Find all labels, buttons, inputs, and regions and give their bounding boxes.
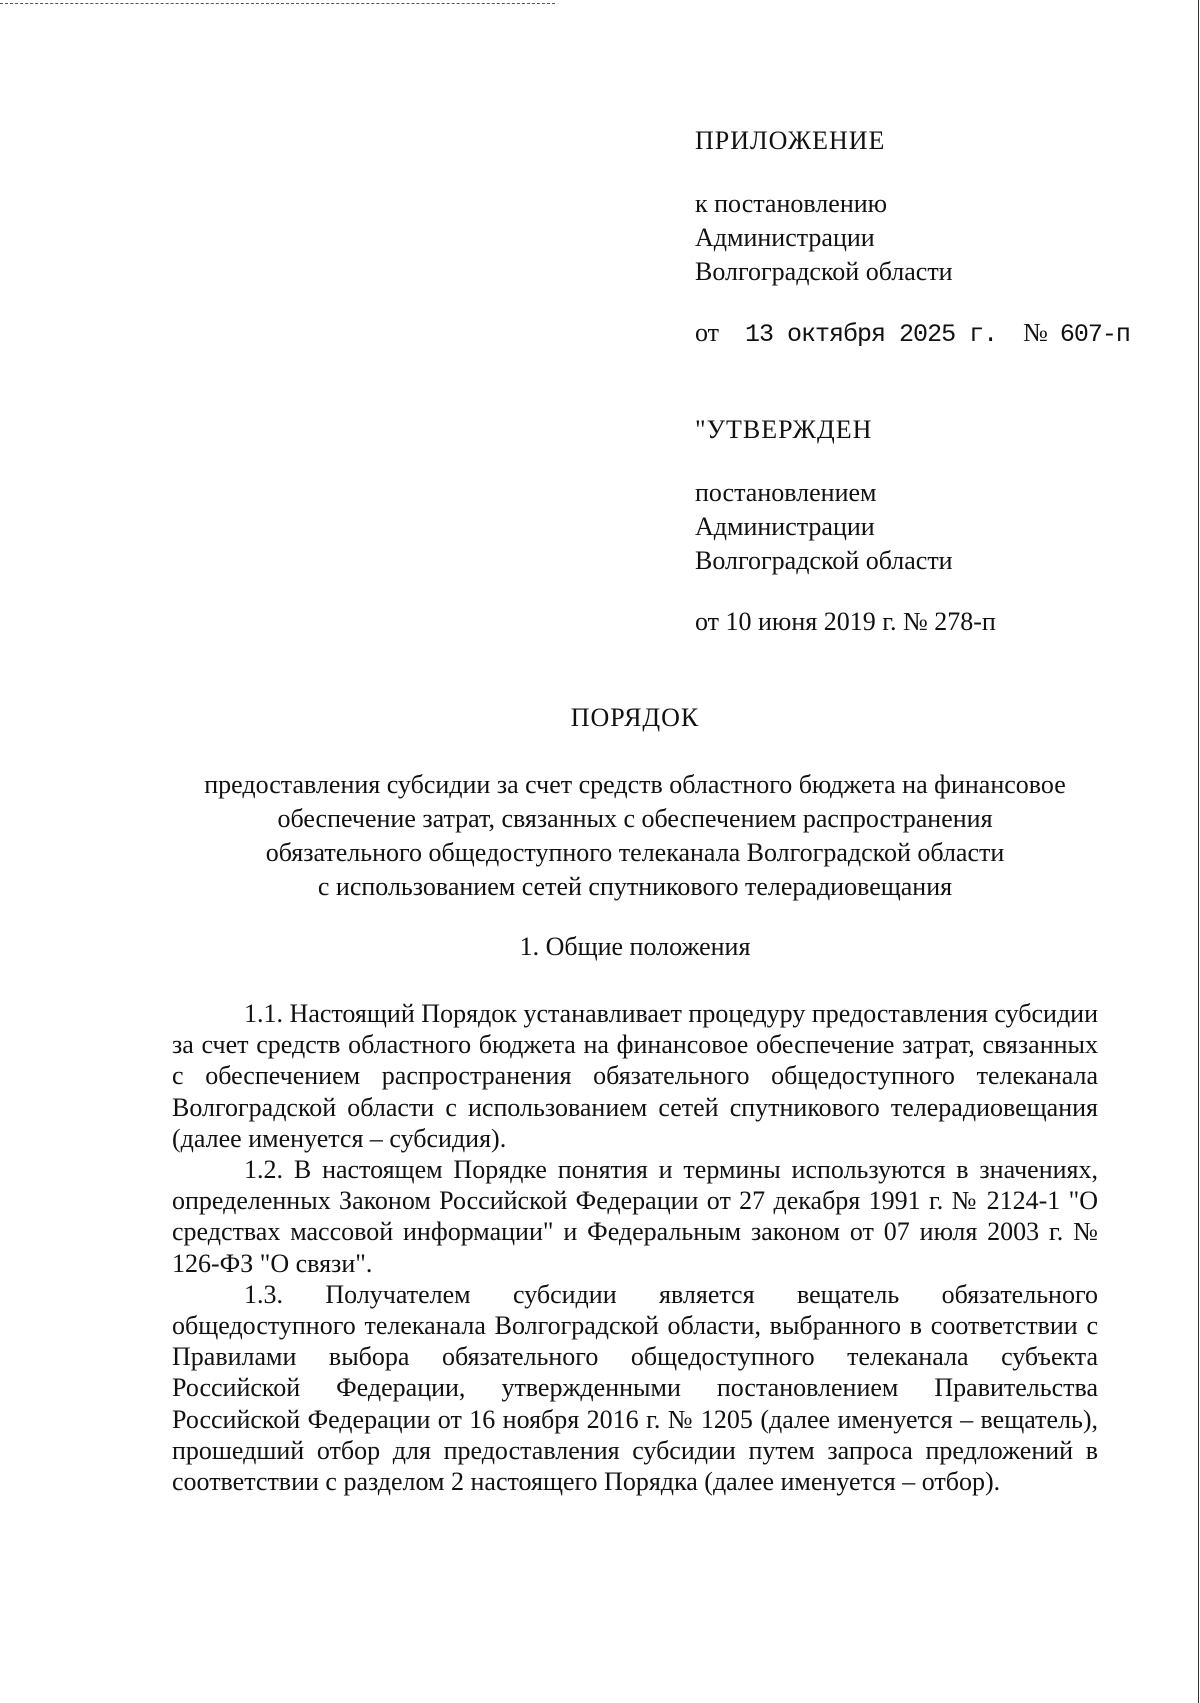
paragraph-1-1: 1.1. Настоящий Порядок устанавливает процедуру предоставления субсидии за счет средств областного бюджета на финансовое обеспечение затрат, связанных с обеспечением распространения обязательного общедоступного телеканала Волгоградской области с использованием сетей спутникового телерадиовещания (далее именуется – субсидия). <box>172 999 1098 1153</box>
typed-date: 13 октября 2025 г. <box>745 320 998 349</box>
approved-heading: "УТВЕРЖДЕН <box>695 415 873 444</box>
subtitle-line-4: с использованием сетей спутникового телерадиовещания <box>317 872 953 901</box>
appendix-reference-line-1: к постановлению <box>695 189 888 218</box>
appendix-reference <box>695 187 953 289</box>
subtitle-line-1: предоставления субсидии за счет средств областного бюджета на финансовое <box>204 770 1066 799</box>
appendix-reference-line-2: Администрации <box>695 223 875 252</box>
scan-edge-right <box>1198 0 1199 1703</box>
paragraph-1-3: 1.3. Получателем субсидии является вещатель обязательного общедоступного телеканала Волгоградской области, выбранного в соответствии с Правилами выбора обязательного общедоступного телеканала субъекта Российской Федерации, утвержденными постановлением Правительства Российской Федерации от 16 ноября 2016 г. № 1205 (далее именуется – вещатель), прошедший отбор для предоставления субсидии путем запроса предложений в соответствии с разделом 2 настоящего Порядка (далее именуется – отбор). <box>172 1279 1098 1497</box>
appendix-heading: ПРИЛОЖЕНИЕ <box>695 126 886 155</box>
approved-reference-line-1: постановлением <box>695 478 877 507</box>
subtitle-line-2: обеспечение затрат, связанных с обеспечением распространения <box>277 804 993 833</box>
document-body <box>172 998 1098 1497</box>
number-sign: № <box>1023 318 1048 347</box>
document-subtitle <box>170 768 1100 904</box>
subtitle-line-3: обязательного общедоступного телеканала Волгоградской области <box>265 838 1005 867</box>
approved-reference-line-3: Волгоградской области <box>695 546 953 575</box>
document-title: ПОРЯДОК <box>570 703 700 732</box>
appendix-date-line <box>695 318 1130 349</box>
section-title: 1. Общие положения <box>519 932 751 961</box>
date-prefix: от <box>695 318 720 347</box>
approved-reference <box>695 476 953 578</box>
appendix-reference-line-3: Волгоградской области <box>695 257 953 286</box>
scan-edge-top <box>0 3 555 4</box>
approved-date: от 10 июня 2019 г. № 278-п <box>695 607 996 636</box>
paragraph-1-2: 1.2. В настоящем Порядке понятия и термины используются в значениях, определенных Законом Российской Федерации от 27 декабря 1991 г. № 2124-1 "О средствах массовой информации" и Федеральным законом от 07 июля 2003 г. № 126-ФЗ "О связи". <box>172 1155 1098 1278</box>
approved-reference-line-2: Администрации <box>695 512 875 541</box>
typed-number: 607-п <box>1059 320 1130 349</box>
